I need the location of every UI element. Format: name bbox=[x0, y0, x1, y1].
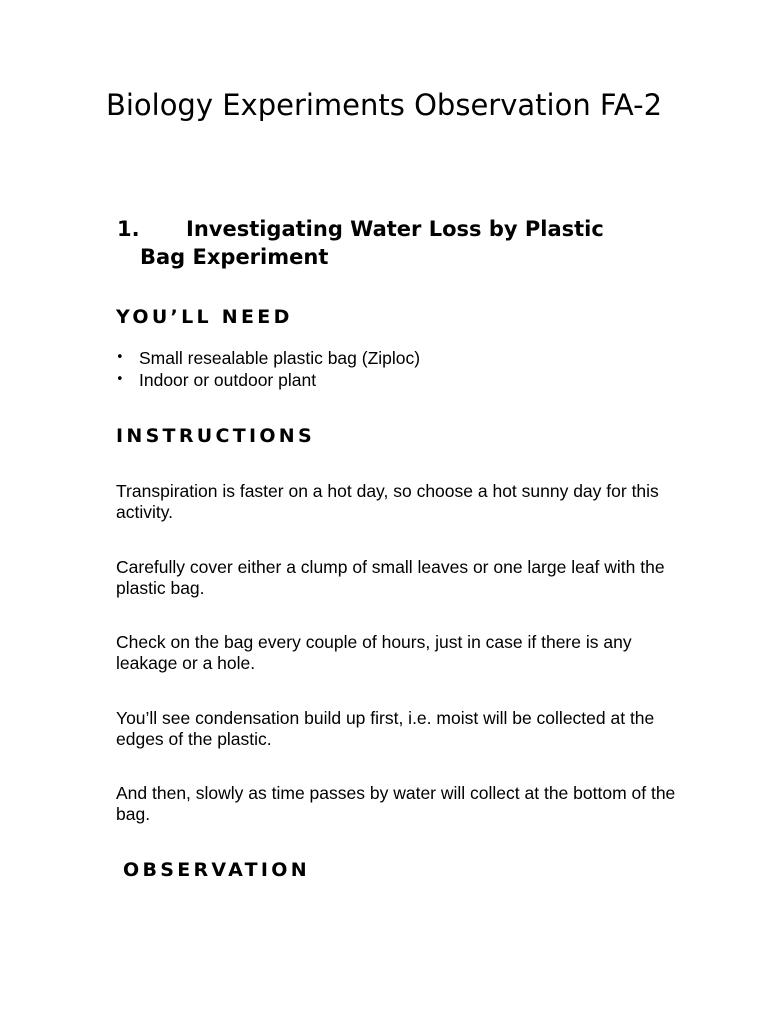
instruction-paragraph: Check on the bag every couple of hours, just in case if there is any leakage or a hole. bbox=[116, 632, 632, 673]
instruction-paragraph: And then, slowly as time passes by water will collect at the bottom of the bag. bbox=[116, 783, 676, 824]
instruction-paragraph: You’ll see condensation build up first, i.e. moist will be collected at the edges of the plastic. bbox=[116, 708, 655, 749]
section-number: 1. bbox=[117, 217, 140, 241]
list-item-text: Small resealable plastic bag (Ziploc) bbox=[139, 348, 421, 368]
instruction-paragraph: Carefully cover either a clump of small leaves or one large leaf with the plastic bag. bbox=[116, 557, 665, 598]
observation-heading: OBSERVATION bbox=[123, 859, 310, 881]
section-title-line2: Bag Experiment bbox=[140, 245, 329, 269]
list-item bbox=[116, 369, 420, 391]
list-item-text: Indoor or outdoor plant bbox=[139, 370, 317, 390]
instructions-heading: INSTRUCTIONS bbox=[116, 425, 315, 447]
bullet-icon: • bbox=[116, 350, 124, 365]
needs-heading: YOU’LL NEED bbox=[116, 306, 293, 328]
bullet-icon: • bbox=[116, 372, 124, 387]
page-title: Biology Experiments Observation FA-2 bbox=[105, 88, 663, 122]
list-item bbox=[116, 347, 420, 369]
section-title-line1: Investigating Water Loss by Plastic bbox=[186, 217, 604, 241]
needs-list bbox=[116, 347, 420, 391]
section-heading bbox=[117, 215, 677, 271]
instruction-paragraph: Transpiration is faster on a hot day, so choose a hot sunny day for this activity. bbox=[116, 481, 659, 522]
